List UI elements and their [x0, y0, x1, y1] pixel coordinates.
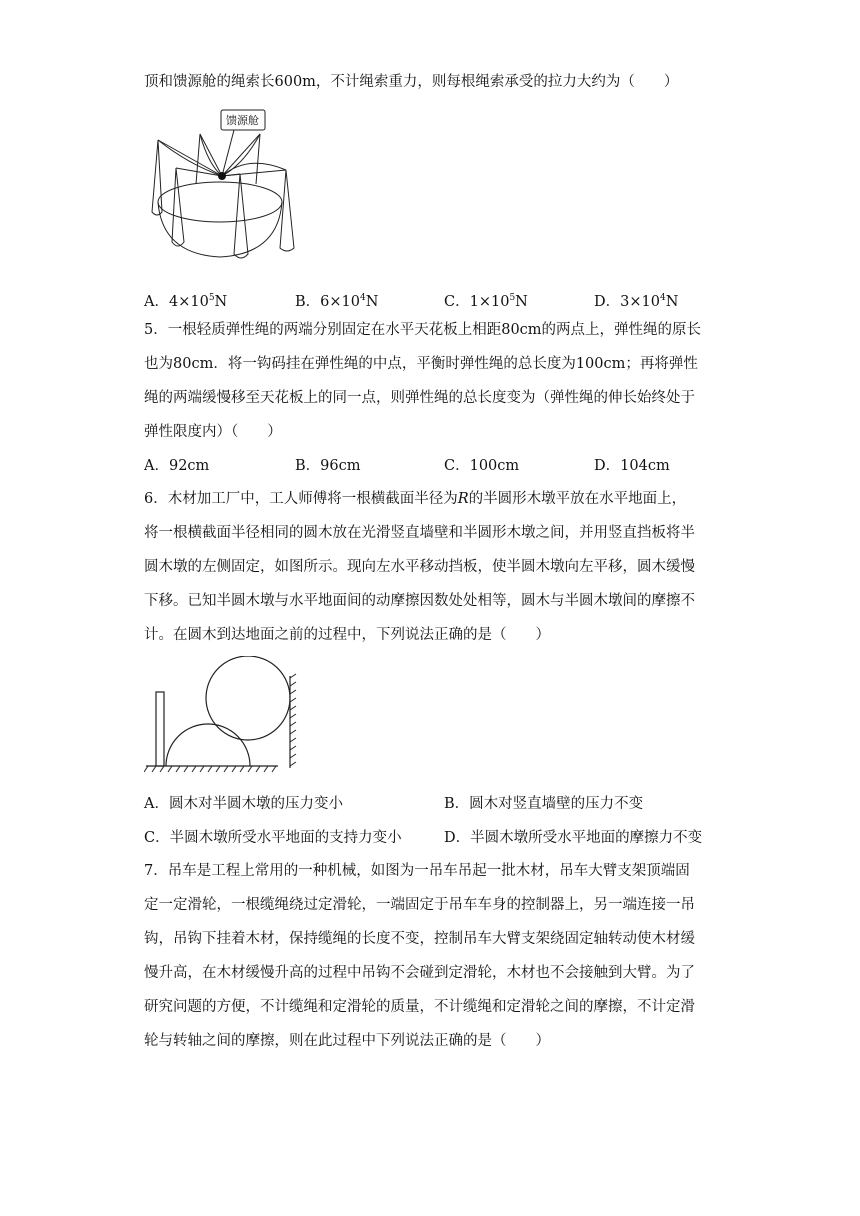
half-cylinder	[166, 724, 250, 766]
option-letter: D．	[444, 830, 471, 846]
option-text: 圆木对竖直墙壁的压力不变	[469, 796, 644, 812]
q7-text-line: 钩，吊钩下挂着木材，保持缆绳的长度不变，控制吊车大臂支架绕固定轴转动使木材缓	[144, 931, 695, 947]
q5-option-a[interactable]	[144, 456, 209, 476]
q5-text-line: 5．一根轻质弹性绳的两端分别固定在水平天花板上相距80cm的两点上，弹性绳的原长	[144, 322, 702, 338]
option-letter: B．	[444, 796, 470, 812]
option-letter: A．	[144, 796, 169, 812]
option-letter: A．	[144, 458, 169, 474]
option-letter: C．	[444, 458, 470, 474]
tower-right	[280, 170, 294, 251]
option-mantissa: 3×10	[620, 294, 660, 310]
option-mantissa: 4×10	[168, 294, 209, 310]
option-text: 半圆木墩所受水平地面的支持力变小	[169, 830, 402, 846]
option-letter: B．	[295, 294, 321, 310]
q4-option-d[interactable]	[594, 288, 678, 312]
q6-text-line: 下移。已知半圆木墩与水平地面间的动摩擦因数处处相等，圆木与半圆木墩间的摩擦不	[144, 593, 695, 609]
q6-text-line: 圆木墩的左侧固定，如图所示。现向左水平移动挡板，使半圆木墩向左平移，圆木缓慢	[144, 559, 695, 575]
radius-variable: R	[457, 491, 469, 507]
q7-text-line: 定一定滑轮，一根缆绳绕过定滑轮，一端固定于吊车车身的控制器上，另一端连接一吊	[144, 897, 695, 913]
tower-mid-front	[234, 174, 248, 258]
dish-rim	[158, 182, 282, 222]
q7-text-line: 慢升高，在木材缓慢升高的过程中吊钩不会碰到定滑轮，木材也不会接触到大臂。为了	[144, 965, 695, 981]
q4-telescope-figure	[148, 104, 308, 264]
option-unit: N	[665, 294, 679, 310]
option-text: 100cm	[469, 458, 520, 474]
option-letter: A．	[144, 294, 169, 310]
q5-option-d[interactable]	[594, 456, 670, 476]
q6-text-line	[144, 489, 686, 509]
q5-option-b[interactable]	[295, 456, 360, 476]
option-unit: N	[515, 294, 528, 310]
dish-bowl	[158, 202, 282, 257]
vertical-baffle	[156, 692, 164, 766]
option-mantissa: 6×10	[320, 294, 360, 310]
q6-line1-pre: 6．木材加工厂中，工人师傅将一根横截面半径为	[144, 491, 458, 507]
option-text: 92cm	[168, 458, 210, 474]
wall-hatch	[290, 674, 296, 766]
q7-text-line: 轮与转轴之间的摩擦，则在此过程中下列说法正确的是（ ）	[144, 1033, 550, 1049]
q7-text-line: 7．吊车是工程上常用的一种机械，如图为一吊车吊起一批木材，吊车大臂支架顶端固	[144, 863, 690, 879]
tower-left-front	[172, 168, 184, 246]
ground-hatch	[144, 766, 276, 772]
q4-option-a[interactable]	[144, 288, 227, 312]
tower-back-left	[196, 134, 200, 184]
q6-option-b[interactable]	[444, 794, 643, 814]
option-exponent: 4	[659, 293, 666, 303]
q6-option-d[interactable]	[444, 828, 702, 848]
option-letter: B．	[295, 458, 321, 474]
q6-option-c[interactable]	[144, 828, 402, 848]
q4-option-b[interactable]	[295, 288, 378, 312]
option-letter: D．	[594, 294, 621, 310]
q6-line1-post: 的半圆形木墩平放在水平地面上，	[468, 491, 687, 507]
q6-text-line: 将一根横截面半径相同的圆木放在光滑竖直墙壁和半圆形木墩之间，并用竖直挡板将半	[144, 525, 695, 541]
option-text: 圆木对半圆木墩的压力变小	[168, 796, 343, 812]
option-letter: C．	[144, 830, 170, 846]
option-mantissa: 1×10	[469, 294, 510, 310]
q6-option-a[interactable]	[144, 794, 343, 814]
option-letter: C．	[444, 294, 470, 310]
q5-text-line: 弹性限度内）（ ）	[144, 424, 282, 440]
option-exponent: 5	[509, 293, 516, 303]
tower-left	[152, 140, 162, 215]
q5-option-c[interactable]	[444, 456, 519, 476]
q4-text-line: 顶和馈源舱的绳索长600m，不计绳索重力，则每根绳索承受的拉力大约为（ ）	[144, 74, 679, 90]
option-unit: N	[214, 294, 228, 310]
option-letter: D．	[594, 458, 621, 474]
option-text: 半圆木墩所受水平地面的摩擦力不变	[470, 830, 703, 846]
q6-cylinder-figure	[144, 656, 316, 778]
q5-text-line: 绳的两端缓慢移至天花板上的同一点，则弹性绳的总长度变为（弹性绳的伸长始终处于	[144, 390, 695, 406]
cabin-label: 馈源舱	[226, 114, 259, 127]
q5-text-line: 也为80cm．将一钩码挂在弹性绳的中点，平衡时弹性绳的总长度为100cm；再将弹性	[144, 356, 698, 372]
option-unit: N	[365, 294, 379, 310]
q7-text-line: 研究问题的方便，不计缆绳和定滑轮的质量，不计缆绳和定滑轮之间的摩擦，不计定滑	[144, 999, 695, 1015]
option-exponent: 5	[208, 293, 215, 303]
option-exponent: 4	[359, 293, 366, 303]
option-text: 104cm	[620, 458, 670, 474]
tower-back-right	[256, 134, 260, 184]
q6-text-line: 计。在圆木到达地面之前的过程中，下列说法正确的是（ ）	[144, 627, 550, 643]
q4-option-c[interactable]	[444, 288, 528, 312]
round-log	[206, 656, 290, 740]
option-text: 96cm	[320, 458, 361, 474]
feed-cabin	[218, 172, 226, 180]
